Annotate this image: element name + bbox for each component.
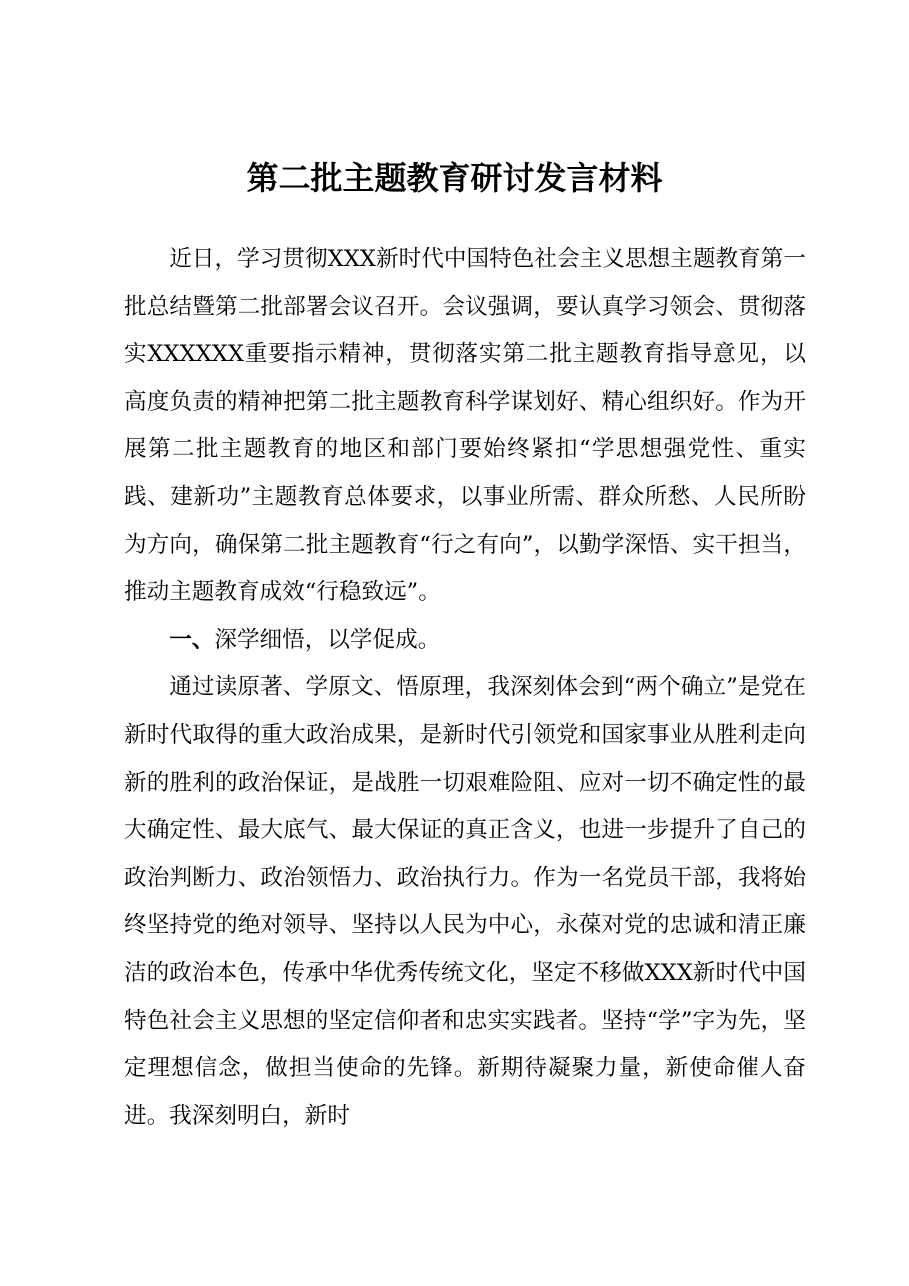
section-heading	[124, 617, 806, 665]
section-heading-text: 深学细悟，以学促成。	[214, 626, 441, 653]
body-paragraph: 近日，学习贯彻XXX新时代中国特色社会主义思想主题教育第一批总结暨第二批部署会议召开。会议强调，要认真学习领会、贯彻落实XXXXXX重要指示精神，贯彻落实第二批主题教育指导意见，以高度负责的精神把第二批主题教育科学谋划好、精心组织好。作为开展第二批主题教育的地区和部门要始终紧扣“学思想强党性、重实践、建新功”主题教育总体要求，以事业所需、群众所愁、人民所盼为方向，确保第二批主题教育“行之有向”，以勤学深悟、实干担当，推动主题教育成效“行稳致远”。	[124, 246, 806, 606]
body-paragraph: 通过读原著、学原文、悟原理，我深刻体会到“两个确立”是党在新时代取得的重大政治成果，是新时代引领党和国家事业从胜利走向新的胜利的政治保证，是战胜一切艰难险阻、应对一切不确定性的最大确定性、最大底气、最大保证的真正含义，也进一步提升了自己的政治判断力、政治领悟力、政治执行力。作为一名党员干部，我将始终坚持党的绝对领导、坚持以人民为中心，永葆对党的忠诚和清正廉洁的政治本色，传承中华优秀传统文化，坚定不移做XXX新时代中国特色社会主义思想的坚定信仰者和忠实实践者。坚持“学”字为先，坚定理想信念，做担当使命的先锋。新期待凝聚力量，新使命催人奋进。我深刻明白，新时	[124, 674, 806, 1129]
document-body	[124, 236, 806, 1140]
section-number: 一、	[169, 626, 215, 653]
document-title: 第二批主题教育研讨发言材料	[246, 159, 663, 197]
